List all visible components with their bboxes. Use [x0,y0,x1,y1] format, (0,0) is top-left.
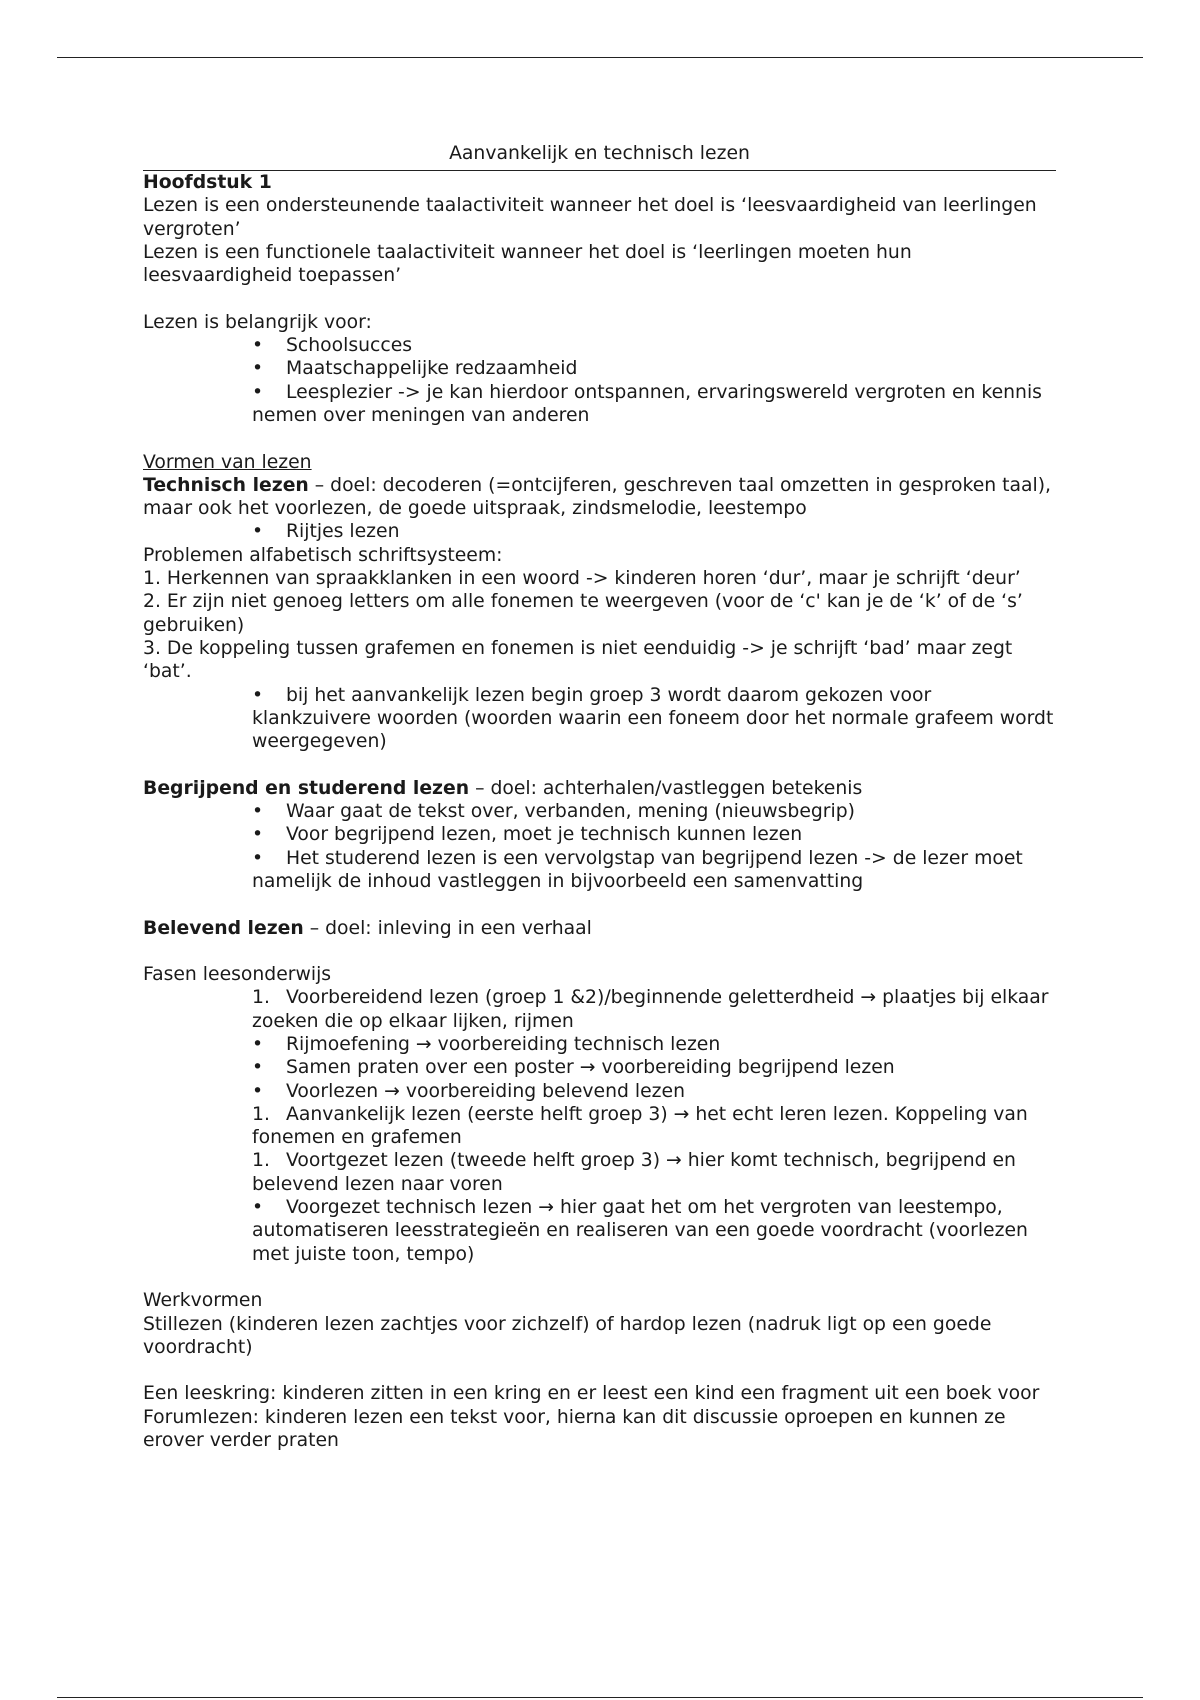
work-form-item: Een leeskring: kinderen zitten in een kring en er leest een kind een fragment uit een boek voor [143,1383,1040,1405]
document-title: Aanvankelijk en technisch lezen [143,140,1056,171]
list-item: 1. Aanvankelijk lezen (eerste helft groep 3) → het echt leren lezen. Koppeling van fonemen en grafemen [252,1103,1028,1149]
experiential-label: Belevend lezen [143,917,304,939]
work-forms-heading: Werkvormen [143,1290,263,1312]
page-bottom-rule [57,1697,1143,1698]
work-form-item: Stillezen (kinderen lezen zachtjes voor zichzelf) of hardop lezen (nadruk ligt op een goede voordracht) [143,1313,992,1358]
importance-heading: Lezen is belangrijk voor: [143,311,372,333]
list-item: 1. Voortgezet lezen (tweede helft groep 3) → hier komt technisch, begrijpend en belevend lezen naar voren [252,1150,1016,1195]
problems-heading: Problemen alfabetisch schriftsysteem: [143,544,503,566]
section-heading: Vormen van lezen [143,451,312,473]
list-item: • Schoolsucces [252,335,413,357]
problem-item: 3. De koppeling tussen grafemen en fonemen is niet eenduidig -> je schrijft ‘bad’ maar zegt ‘bat’. [143,637,1013,683]
technical-reading-label: Technisch lezen [143,474,309,496]
list-item: • bij het aanvankelijk lezen begin groep 3 wordt daarom gekozen voor klankzuivere woorden (woorden waarin een foneem door het normale grafeem wordt weergegeven) [252,684,1054,753]
list-item: • Waar gaat de tekst over, verbanden, mening (nieuwsbegrip) [252,801,855,823]
intro-paragraph: Lezen is een ondersteunende taalactiviteit wanneer het doel is ‘leesvaardigheid van leerlingen vergroten’ [143,195,1037,240]
experiential-paragraph: Belevend lezen – doel: inleving in een verhaal [143,917,592,939]
technical-reading-paragraph: Technisch lezen – doel: decoderen (=ontcijferen, geschreven taal omzetten in gesproken taal), maar ook het voorlezen, de goede uitspraak, zindsmelodie, leestempo [143,474,1052,520]
document-body [143,140,1056,1452]
list-item: • Maatschappelijke redzaamheid [252,358,578,380]
list-item: • Voorgezet technisch lezen → hier gaat het om het vergroten van leestempo, automatiseren leesstrategieën en realiseren van een goede voordracht (voorlezen met juiste toon, tempo) [252,1197,1028,1265]
problem-item: 1. Herkennen van spraakklanken in een woord -> kinderen horen ‘dur’, maar je schrijft ‘deur’ [143,568,1021,590]
list-item: • Samen praten over een poster → voorbereiding begrijpend lezen [252,1057,895,1079]
page-top-rule [57,57,1143,58]
problem-item: 2. Er zijn niet genoeg letters om alle fonemen te weergeven (voor de ‘c' kan je de ‘k’ of de ‘s’ gebruiken) [143,591,1023,636]
comprehension-paragraph: Begrijpend en studerend lezen – doel: achterhalen/vastleggen betekenis [143,777,863,799]
list-item: • Voor begrijpend lezen, moet je technisch kunnen lezen [252,824,803,846]
chapter-heading: Hoofdstuk 1 [143,172,272,193]
phases-heading: Fasen leesonderwijs [143,964,332,986]
list-item: • Voorlezen → voorbereiding belevend lezen [252,1080,685,1102]
work-form-item: Forumlezen: kinderen lezen een tekst voor, hierna kan dit discussie oproepen en kunnen ze erover verder praten [143,1406,1006,1452]
list-item: • Rijtjes lezen [252,521,400,543]
comprehension-label: Begrijpend en studerend lezen [143,777,470,799]
list-item: 1. Voorbereidend lezen (groep 1 &2)/beginnende geletterdheid → plaatjes bij elkaar zoeken die op elkaar lijken, rijmen [252,987,1049,1032]
intro-paragraph: Lezen is een functionele taalactiviteit wanneer het doel is ‘leerlingen moeten hun leesvaardigheid toepassen’ [143,241,912,287]
list-item: • Rijmoefening → voorbereiding technisch lezen [252,1033,721,1055]
list-item: • Het studerend lezen is een vervolgstap van begrijpend lezen -> de lezer moet namelijk de inhoud vastleggen in bijvoorbeeld een samenvatting [252,847,1023,892]
list-item: • Leesplezier -> je kan hierdoor ontspannen, ervaringswereld vergroten en kennis nemen over meningen van anderen [252,381,1042,426]
